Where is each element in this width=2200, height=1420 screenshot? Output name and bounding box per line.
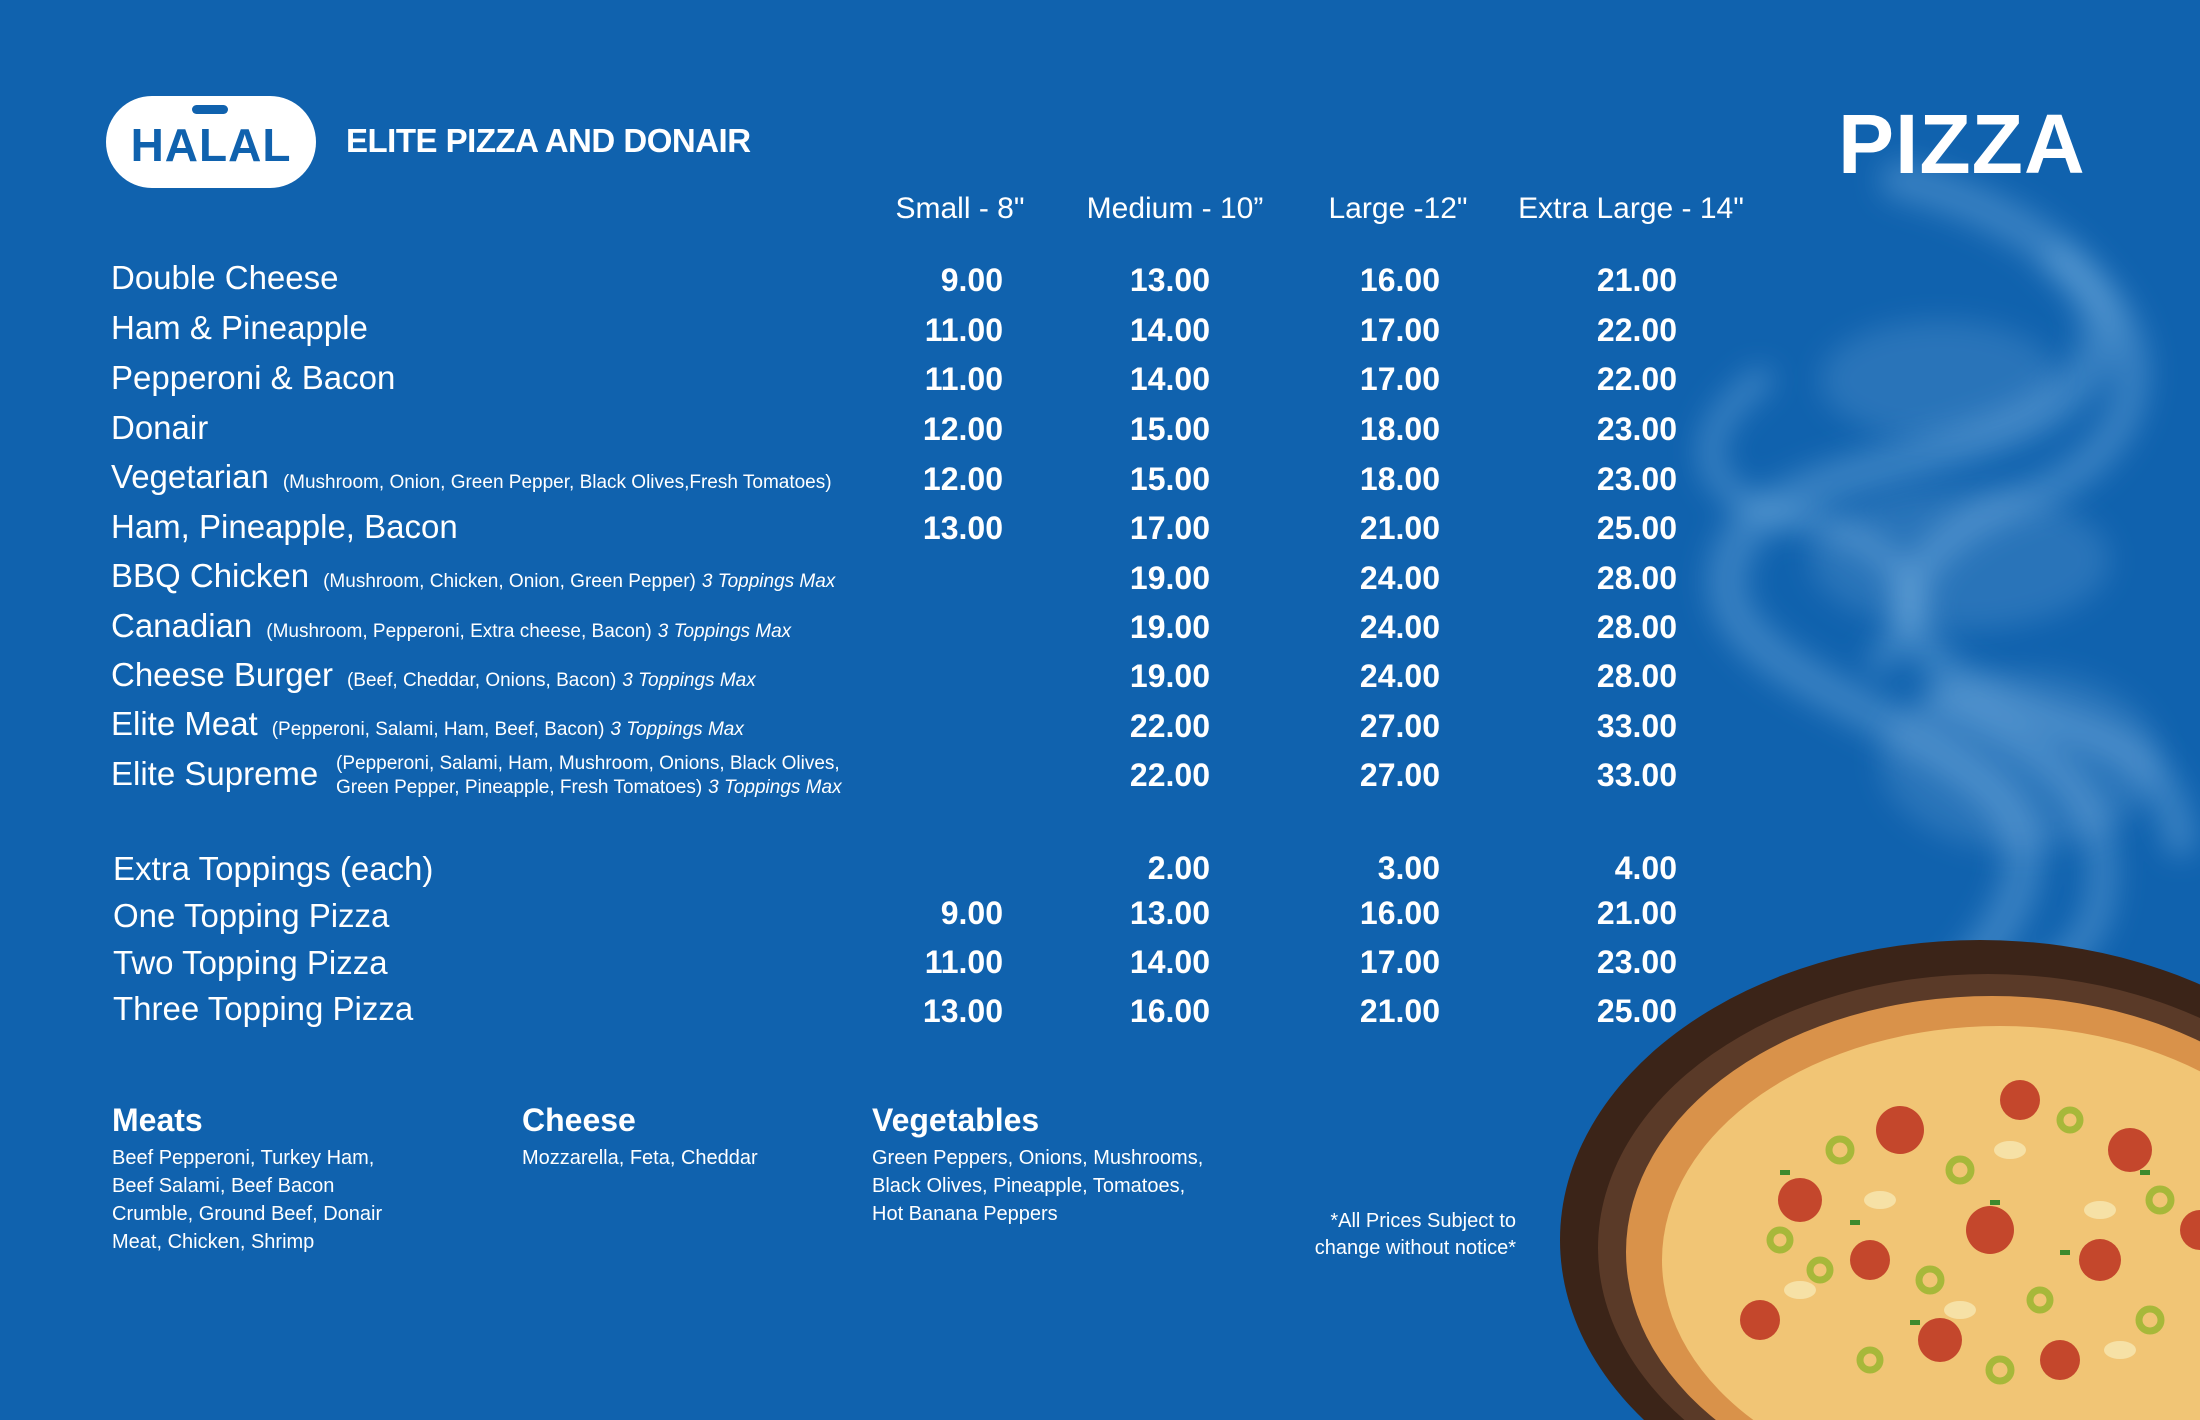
price-small: 11.00 — [924, 944, 1003, 980]
price-large: 17.00 — [1359, 312, 1440, 348]
toppings-max-note: 3 Toppings Max — [610, 719, 744, 740]
pizza-ingredients: (Pepperoni, Salami, Ham, Beef, Bacon) 3 Toppings Max — [271, 719, 744, 740]
price-medium: 13.00 — [1129, 895, 1210, 931]
pizza-ingredients: (Pepperoni, Salami, Ham, Mushroom, Onions, Black Olives, Green Pepper, Pineapple, Fresh Tomatoes) 3 Toppings Max — [336, 753, 842, 798]
price-medium: 14.00 — [1129, 312, 1210, 348]
meats-list: Beef Pepperoni, Turkey Ham, Beef Salami, Beef Bacon Crumble, Ground Beef, Donair Meat, Chicken, Shrimp — [112, 1147, 383, 1253]
vegetables-heading: Vegetables — [872, 1102, 1040, 1138]
price-medium: 16.00 — [1129, 993, 1210, 1029]
meats-heading: Meats — [112, 1102, 203, 1138]
toppings-max-note: 3 Toppings Max — [708, 777, 842, 798]
price-small: 9.00 — [940, 895, 1003, 931]
toppings-max-note: 3 Toppings Max — [657, 621, 792, 642]
pizza-item — [111, 557, 835, 595]
pizza-item — [111, 656, 756, 694]
pizza-name: Three Topping Pizza — [113, 990, 414, 1027]
price-medium: 19.00 — [1129, 609, 1210, 645]
restaurant-name: ELITE PIZZA AND DONAIR — [346, 122, 751, 159]
price-medium: 15.00 — [1129, 461, 1210, 497]
cheese-heading: Cheese — [522, 1102, 636, 1138]
price-extra-large: 25.00 — [1596, 510, 1677, 546]
price-large: 17.00 — [1359, 944, 1440, 980]
price-large: 3.00 — [1377, 850, 1440, 886]
vegetables-list: Green Peppers, Onions, Mushrooms, Black Olives, Pineapple, Tomatoes, Hot Banana Peppers — [872, 1147, 1204, 1225]
price-extra-large: 25.00 — [1596, 993, 1677, 1029]
price-medium: 22.00 — [1129, 708, 1210, 744]
size-header-small: Small - 8" — [895, 192, 1025, 225]
price-extra-large: 33.00 — [1596, 708, 1677, 744]
price-medium: 15.00 — [1129, 411, 1210, 447]
price-extra-large: 22.00 — [1596, 312, 1677, 348]
pizza-name: Ham & Pineapple — [111, 309, 368, 346]
extra-toppings-label: Extra Toppings (each) — [113, 850, 434, 887]
price-disclaimer: *All Prices Subject to change without notice* — [1314, 1210, 1516, 1259]
price-medium: 22.00 — [1129, 757, 1210, 793]
pizza-name: Double Cheese — [111, 259, 339, 296]
price-small: 13.00 — [922, 510, 1003, 546]
pizza-ingredients: (Mushroom, Pepperoni, Extra cheese, Bacon) 3 Toppings Max — [266, 621, 792, 642]
price-small: 13.00 — [922, 993, 1003, 1029]
pizza-ingredients: (Mushroom, Chicken, Onion, Green Pepper) 3 Toppings Max — [323, 571, 836, 592]
price-extra-large: 28.00 — [1596, 609, 1677, 645]
pizza-ingredients: (Beef, Cheddar, Onions, Bacon) 3 Toppings Max — [346, 670, 756, 691]
pizza-name: BBQ Chicken — [111, 557, 310, 594]
price-medium: 13.00 — [1129, 262, 1210, 298]
pizza-ingredients: (Mushroom, Onion, Green Pepper, Black Olives,Fresh Tomatoes) — [282, 472, 832, 493]
price-large: 21.00 — [1359, 510, 1440, 546]
pizza-name: Cheese Burger — [111, 656, 333, 693]
pizza-name: Elite Supreme — [111, 755, 319, 792]
price-medium: 19.00 — [1129, 560, 1210, 596]
halal-label: HALAL — [130, 119, 292, 171]
price-extra-large: 28.00 — [1596, 658, 1677, 694]
price-medium: 14.00 — [1129, 361, 1210, 397]
pizza-name: Vegetarian — [111, 458, 269, 495]
price-extra-large: 28.00 — [1596, 560, 1677, 596]
pizza-name: Pepperoni & Bacon — [111, 359, 396, 396]
price-extra-large: 21.00 — [1596, 262, 1677, 298]
cheese-list: Mozzarella, Feta, Cheddar — [522, 1147, 758, 1169]
pizza-name: Ham, Pineapple, Bacon — [111, 508, 458, 545]
price-small: 9.00 — [940, 262, 1003, 298]
size-header-extra-large: Extra Large - 14" — [1518, 192, 1744, 225]
price-large: 24.00 — [1359, 560, 1440, 596]
price-large: 18.00 — [1359, 411, 1440, 447]
size-header-large: Large -12" — [1328, 192, 1468, 225]
price-large: 17.00 — [1359, 361, 1440, 397]
price-extra-large: 23.00 — [1596, 411, 1677, 447]
halal-badge — [106, 96, 316, 188]
price-large: 24.00 — [1359, 609, 1440, 645]
price-medium: 17.00 — [1129, 510, 1210, 546]
price-large: 16.00 — [1359, 895, 1440, 931]
pizza-item — [111, 458, 832, 496]
price-extra-large: 21.00 — [1596, 895, 1677, 931]
price-large: 16.00 — [1359, 262, 1440, 298]
size-header-medium: Medium - 10” — [1086, 192, 1264, 225]
pizza-item — [111, 705, 744, 743]
price-extra-large: 22.00 — [1596, 361, 1677, 397]
price-medium: 2.00 — [1147, 850, 1210, 886]
price-extra-large: 33.00 — [1596, 757, 1677, 793]
price-medium: 19.00 — [1129, 658, 1210, 694]
badge-notch — [192, 105, 228, 114]
pizza-name: Donair — [111, 409, 209, 446]
price-extra-large: 4.00 — [1614, 850, 1677, 886]
price-extra-large: 23.00 — [1596, 461, 1677, 497]
pizza-name: Elite Meat — [111, 705, 258, 742]
toppings-max-note: 3 Toppings Max — [622, 670, 756, 691]
price-large: 27.00 — [1359, 757, 1440, 793]
pizza-item — [111, 607, 791, 645]
pizza-name: One Topping Pizza — [113, 897, 390, 934]
price-large: 27.00 — [1359, 708, 1440, 744]
page-title: PIZZA — [1838, 97, 2086, 191]
price-small: 12.00 — [922, 461, 1003, 497]
price-large: 18.00 — [1359, 461, 1440, 497]
price-medium: 14.00 — [1129, 944, 1210, 980]
price-large: 24.00 — [1359, 658, 1440, 694]
price-small: 11.00 — [924, 312, 1003, 348]
price-extra-large: 23.00 — [1596, 944, 1677, 980]
toppings-max-note: 3 Toppings Max — [701, 571, 836, 592]
pizza-name: Two Topping Pizza — [113, 944, 388, 981]
price-small: 11.00 — [924, 361, 1003, 397]
pizza-name: Canadian — [111, 607, 253, 644]
price-small: 12.00 — [922, 411, 1003, 447]
price-large: 21.00 — [1359, 993, 1440, 1029]
